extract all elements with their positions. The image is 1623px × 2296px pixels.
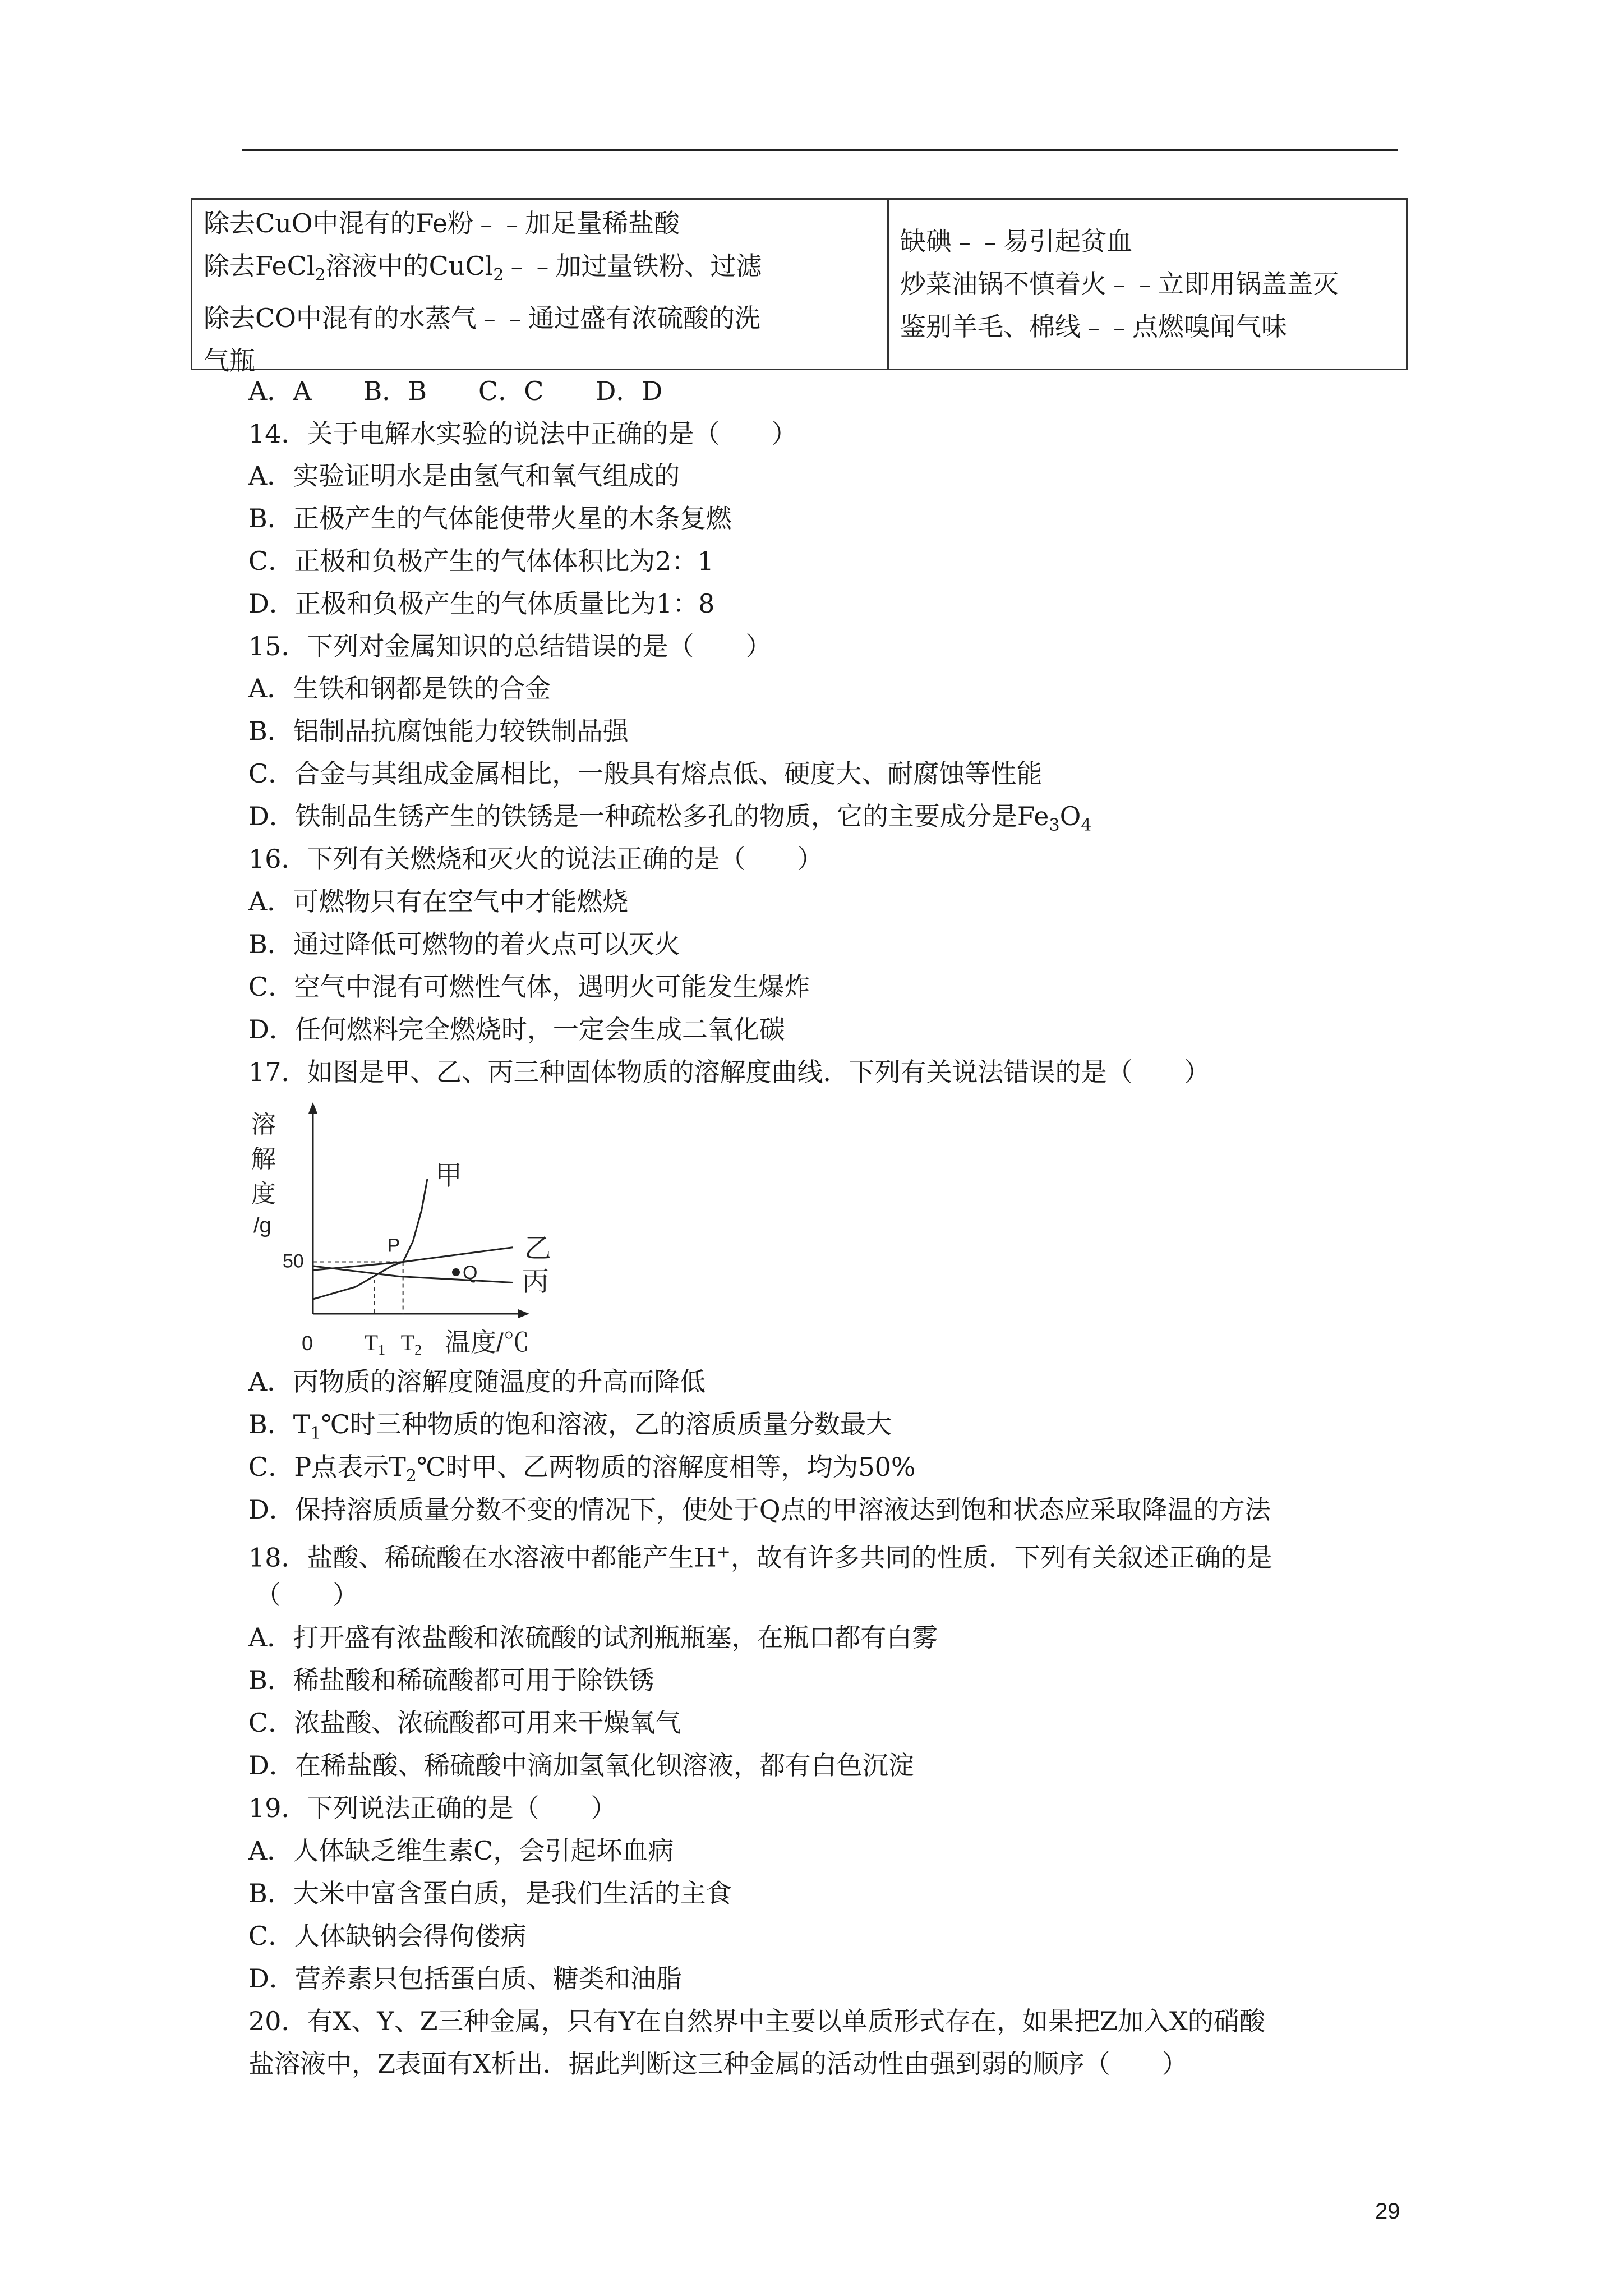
x-tick-t2: $T_2$ xyxy=(400,1330,422,1358)
table-line: 鉴别羊毛、棉线﹣﹣点燃嗅闻气味 xyxy=(900,311,1287,342)
table-line: 炒菜油锅不慎着火﹣﹣立即用锅盖盖灭 xyxy=(900,269,1339,299)
q20-line2: 盐溶液中，Z表面有X析出．据此判断这三种金属的活动性由强到弱的顺序（ ） xyxy=(248,2049,1188,2079)
q15-stem: 15．下列对金属知识的总结错误的是（ ） xyxy=(248,631,772,661)
q19-option-b: B．大米中富含蛋白质，是我们生活的主食 xyxy=(248,1878,732,1908)
q18-stem-cont: （ ） xyxy=(255,1580,358,1610)
series-line-1 xyxy=(313,1179,427,1300)
series-line-3 xyxy=(313,1266,513,1283)
series-label-3: 丙 xyxy=(522,1267,550,1297)
q16-option-b: B．通过降低可燃物的着火点可以灭火 xyxy=(248,929,680,959)
q14-option-c: C．正极和负极产生的气体体积比为2：1 xyxy=(248,546,714,576)
q20-line1: 20．有X、Y、Z三种金属，只有Y在自然界中主要以单质形式存在，如果把Z加入X的硝酸 xyxy=(248,2006,1265,2036)
q19-option-c: C．人体缺钠会得佝偻病 xyxy=(248,1921,527,1951)
q18-option-d: D．在稀盐酸、稀硫酸中滴加氢氧化钡溶液，都有白色沉淀 xyxy=(248,1750,914,1780)
q13-options: A．A B．B C．C D．D xyxy=(248,376,663,406)
y-tick-50: 50 xyxy=(283,1250,304,1272)
header-rule xyxy=(242,149,1398,151)
table-line: 缺碘﹣﹣易引起贫血 xyxy=(900,226,1132,256)
q19-stem: 19．下列说法正确的是（ ） xyxy=(248,1793,617,1823)
q14-option-b: B．正极产生的气体能使带火星的木条复燃 xyxy=(248,503,732,533)
q18-option-c: C．浓盐酸、浓硫酸都可用来干燥氧气 xyxy=(248,1708,681,1738)
q17-option-d: D．保持溶质质量分数不变的情况下，使处于Q点的甲溶液达到饱和状态应采取降温的方法 xyxy=(248,1494,1271,1525)
q14-stem: 14．关于电解水实验的说法中正确的是（ ） xyxy=(248,418,797,449)
table-line: 气瓶 xyxy=(204,346,255,376)
q14-option-d: D．正极和负极产生的气体质量比为1：8 xyxy=(248,588,715,619)
q16-option-c: C．空气中混有可燃性气体，遇明火可能发生爆炸 xyxy=(248,972,810,1002)
point-p-label: P xyxy=(387,1235,400,1257)
page-number: 29 xyxy=(1375,2199,1400,2224)
q18-option-b: B．稀盐酸和稀硫酸都可用于除铁锈 xyxy=(248,1665,654,1695)
y-axis-label-2: 解 xyxy=(251,1145,276,1173)
q18-option-a: A．打开盛有浓盐酸和浓硫酸的试剂瓶瓶塞，在瓶口都有白雾 xyxy=(248,1622,938,1653)
chart-axes xyxy=(308,1102,529,1318)
q18-stem: 18．盐酸、稀硫酸在水溶液中都能产生H+，故有许多共同的性质．下列有关叙述正确的是 xyxy=(248,1542,1272,1573)
y-axis-label-1: 溶 xyxy=(251,1111,276,1138)
y-axis-label-4: /g xyxy=(253,1214,271,1237)
q14-option-a: A．实验证明水是由氢气和氧气组成的 xyxy=(248,461,680,491)
y-axis-arrow xyxy=(308,1102,317,1114)
chart-curves xyxy=(313,1179,513,1300)
q17-option-b: B．$T_1℃$时三种物质的饱和溶液，乙的溶质质量分数最大 xyxy=(248,1409,892,1444)
x-axis-label: 温度/℃ xyxy=(445,1328,529,1357)
solubility-chart xyxy=(246,1098,571,1367)
table-line: 除去FeCl$_2$溶液中的CuCl$_2$﹣﹣加过量铁粉、过滤 xyxy=(204,251,762,286)
point-q-label: Q xyxy=(463,1262,478,1283)
y-axis-label-3: 度 xyxy=(251,1180,276,1208)
q15-option-d: D．铁制品生锈产生的铁锈是一种疏松多孔的物质，它的主要成分是$Fe_3O_4$ xyxy=(248,801,1092,836)
q16-option-d: D．任何燃料完全燃烧时，一定会生成二氧化碳 xyxy=(248,1014,785,1045)
table-cell-right xyxy=(889,200,1406,369)
table-line: 除去CO中混有的水蒸气﹣﹣通过盛有浓硫酸的洗 xyxy=(204,303,760,334)
q15-option-a: A．生铁和钢都是铁的合金 xyxy=(248,673,551,703)
chart-labels xyxy=(251,1111,551,1358)
q15-option-b: B．铝制品抗腐蚀能力较铁制品强 xyxy=(248,716,629,746)
x-origin-label: 0 xyxy=(302,1332,313,1355)
options-table xyxy=(191,198,1408,376)
series-label-1: 甲 xyxy=(435,1161,463,1191)
table-cell-left xyxy=(192,200,889,376)
q16-stem: 16．下列有关燃烧和灭火的说法正确的是（ ） xyxy=(248,844,823,874)
q15-option-c: C．合金与其组成金属相比，一般具有熔点低、硬度大、耐腐蚀等性能 xyxy=(248,758,1043,789)
series-label-2: 乙 xyxy=(524,1234,552,1264)
q16-option-a: A．可燃物只有在空气中才能燃烧 xyxy=(248,886,629,917)
table-line: 除去CuO中混有的Fe粉﹣﹣加足量稀盐酸 xyxy=(204,208,680,238)
q19-option-d: D．营养素只包括蛋白质、糖类和油脂 xyxy=(248,1963,682,1994)
x-axis-arrow xyxy=(518,1309,529,1318)
q19-option-a: A．人体缺乏维生素C，会引起坏血病 xyxy=(248,1835,674,1866)
series-line-2 xyxy=(313,1248,513,1271)
q17-option-a: A．丙物质的溶解度随温度的升高而降低 xyxy=(248,1366,706,1397)
q17-stem: 17．如图是甲、乙、丙三种固体物质的溶解度曲线．下列有关说法错误的是（ ） xyxy=(248,1057,1210,1087)
point-q-dot xyxy=(452,1268,460,1276)
q17-option-c: C．P点表示$T_2℃$时甲、乙两物质的溶解度相等，均为50% xyxy=(248,1452,916,1487)
x-tick-t1: $T_1$ xyxy=(364,1330,386,1358)
